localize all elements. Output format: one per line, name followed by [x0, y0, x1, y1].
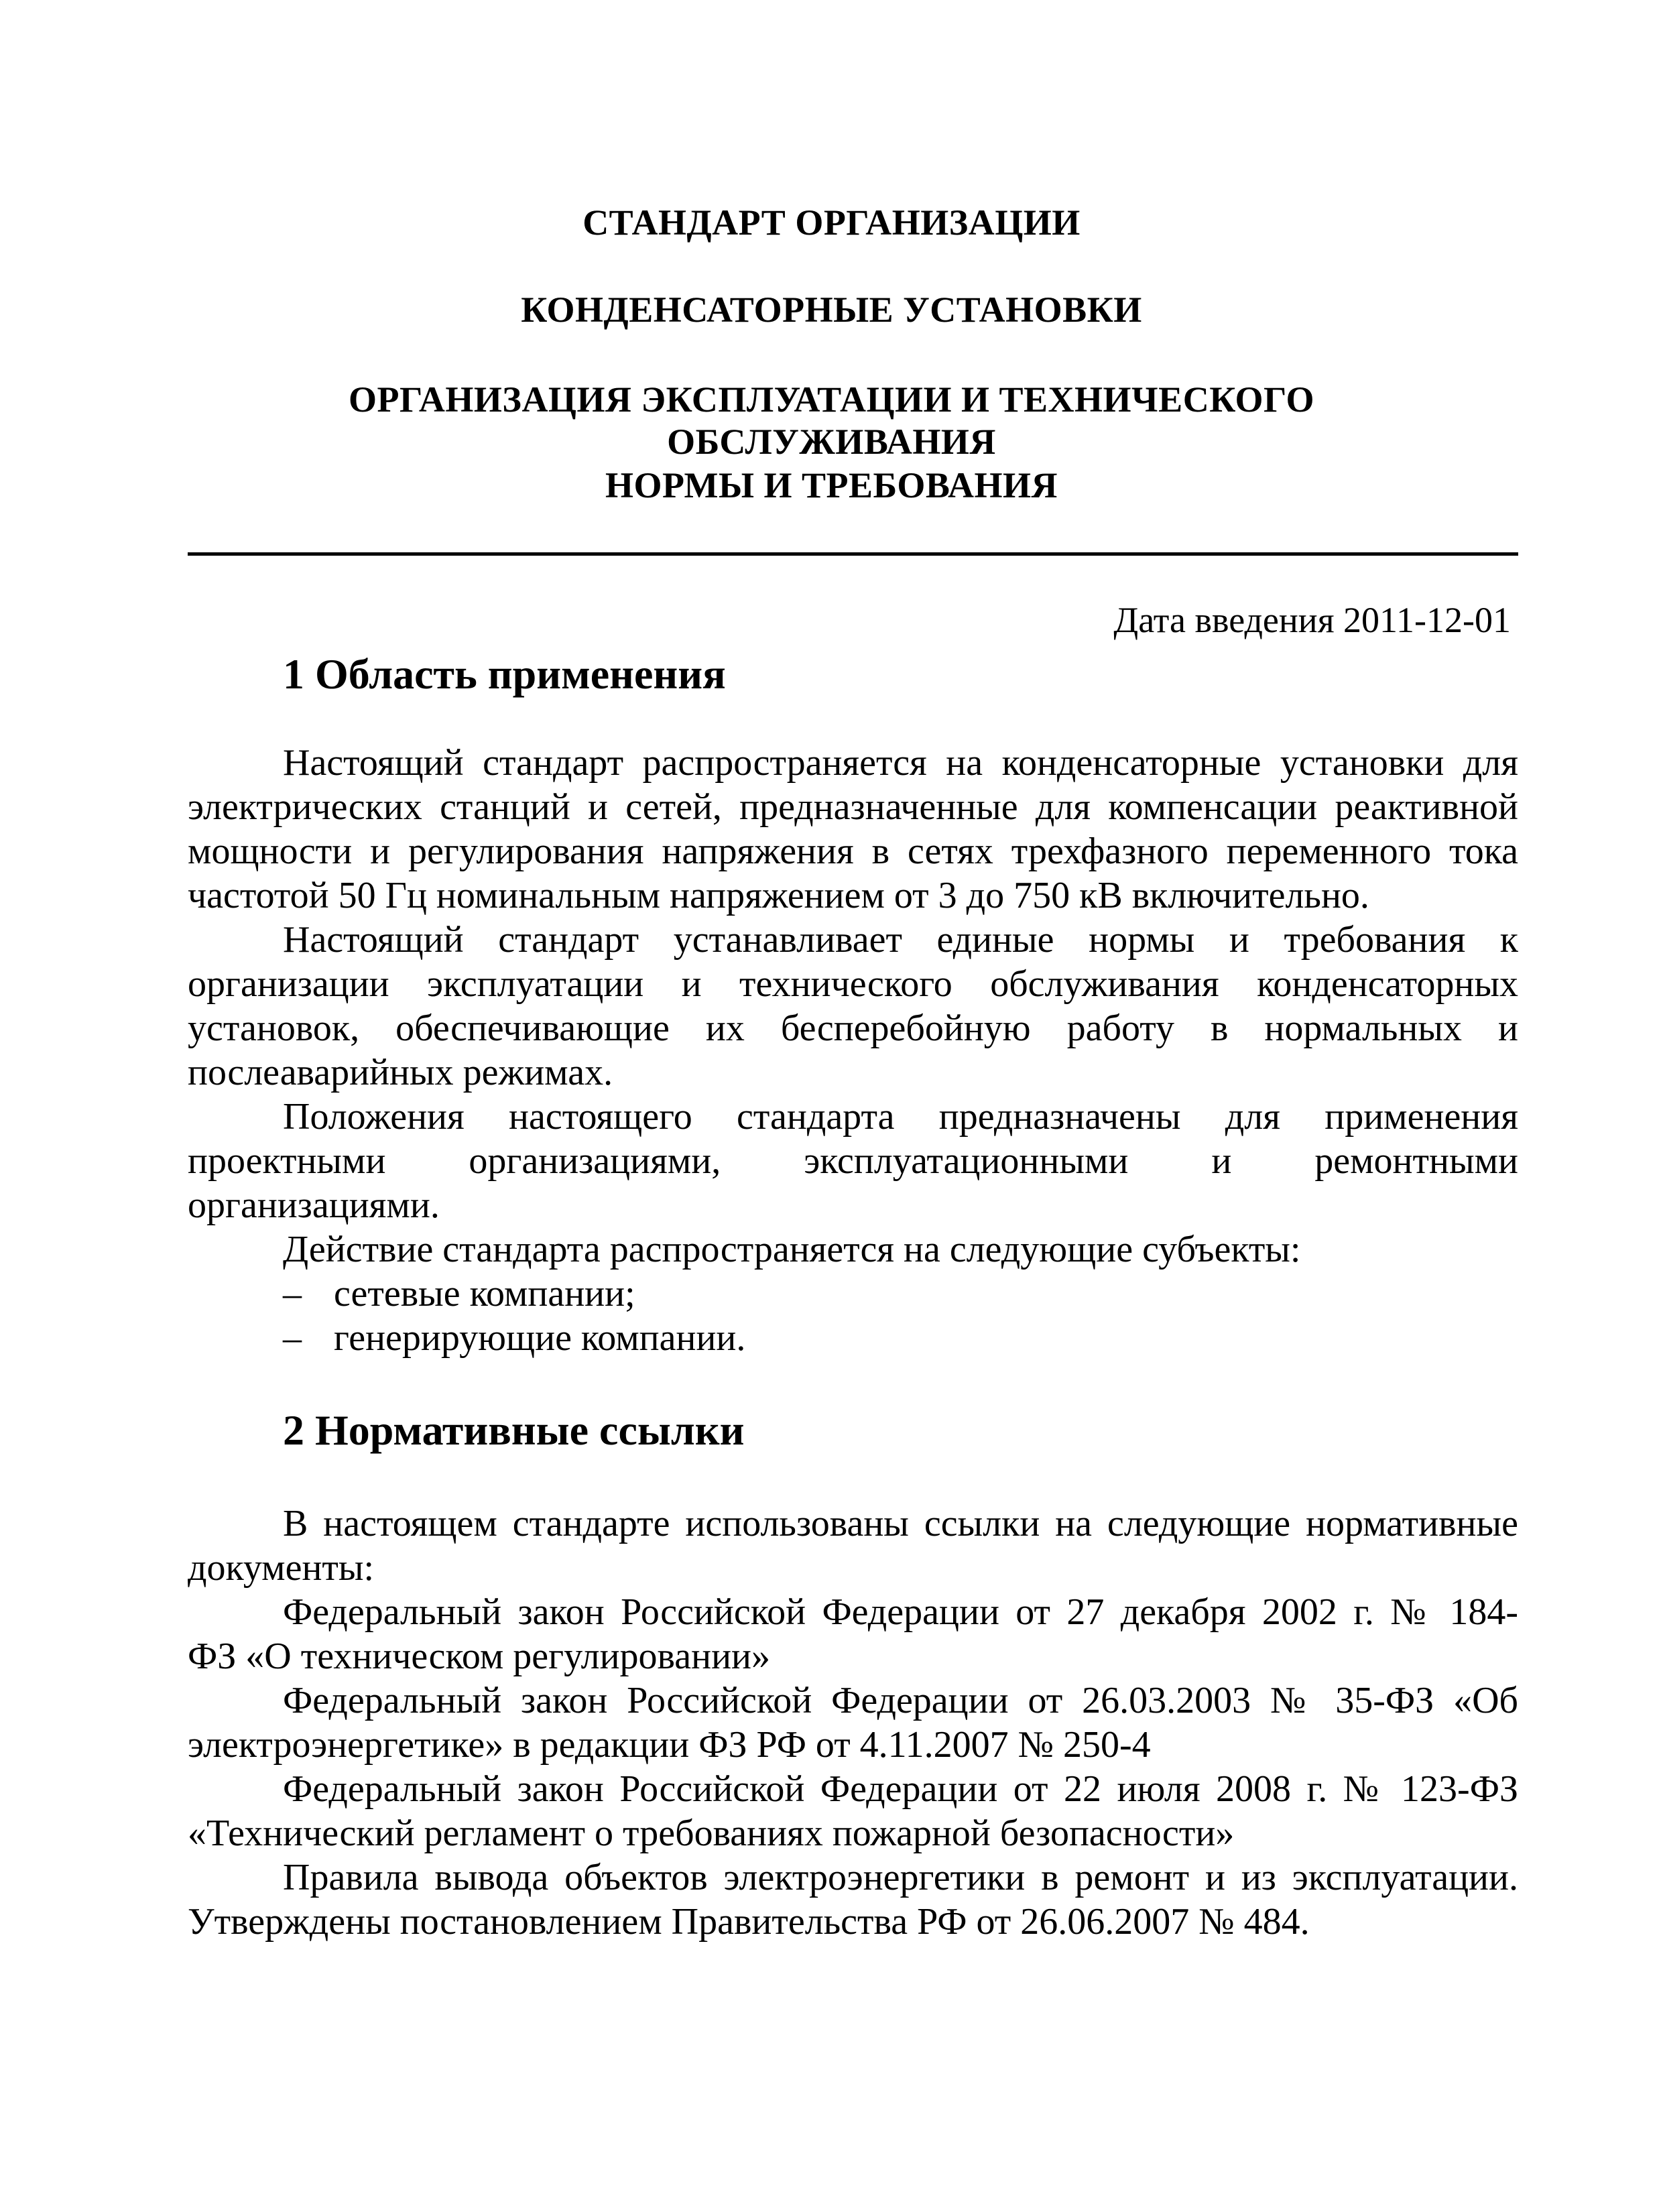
introduction-date: Дата введения 2011-12-01 — [1113, 600, 1511, 640]
s1-p3-line: проектными организациями, эксплуатационными и ремонтными — [188, 1140, 1518, 1182]
doc-title-line-1: ОРГАНИЗАЦИЯ ЭКСПЛУАТАЦИИ И ТЕХНИЧЕСКОГО — [348, 379, 1315, 420]
s1-p3-line: Положения настоящего стандарта предназначены для применения — [283, 1096, 1518, 1138]
s2-p2-line: Федеральный закон Российской Федерации от 27 декабря 2002 г. № 184- — [283, 1591, 1518, 1633]
bullet-dash: – — [283, 1273, 302, 1314]
s1-p2-line: установок, обеспечивающие их бесперебойную работу в нормальных и — [188, 1007, 1518, 1049]
s1-p1-line: Настоящий стандарт распространяется на конденсаторные установки для — [283, 742, 1518, 784]
title-divider — [188, 552, 1518, 556]
bullet-item: сетевые компании; — [334, 1273, 635, 1314]
bullet-item: генерирующие компании. — [334, 1317, 746, 1359]
s2-p1-line: документы: — [188, 1547, 375, 1589]
s2-p4-line: Федеральный закон Российской Федерации от 22 июля 2008 г. № 123-ФЗ — [283, 1768, 1518, 1810]
s1-p2-line: Настоящий стандарт устанавливает единые нормы и требования к — [283, 919, 1518, 961]
doc-title-subject: КОНДЕНСАТОРНЫЕ УСТАНОВКИ — [521, 290, 1142, 330]
bullet-dash: – — [283, 1317, 302, 1359]
s2-p5-line: Утверждены постановлением Правительства РФ от 26.06.2007 № 484. — [188, 1901, 1310, 1943]
doc-title-line-3: НОРМЫ И ТРЕБОВАНИЯ — [605, 465, 1058, 505]
s1-p2-line: послеаварийных режимах. — [188, 1052, 613, 1093]
s1-p1-line: мощности и регулирования напряжения в сетях трехфазного переменного тока — [188, 831, 1518, 872]
s2-p1-line: В настоящем стандарте использованы ссылки на следующие нормативные — [283, 1503, 1518, 1544]
s2-p3-line: электроэнергетике» в редакции ФЗ РФ от 4.11.2007 № 250-4 — [188, 1724, 1151, 1766]
s1-p1-line: электрических станций и сетей, предназначенные для компенсации реактивной — [188, 786, 1518, 828]
s1-p1-line: частотой 50 Гц номинальным напряжением от 3 до 750 кВ включительно. — [188, 875, 1369, 916]
doc-title-line-2: ОБСЛУЖИВАНИЯ — [667, 422, 996, 462]
s1-p2-line: организации эксплуатации и технического обслуживания конденсаторных — [188, 963, 1518, 1005]
s2-p5-line: Правила вывода объектов электроэнергетики в ремонт и из эксплуатации. — [283, 1857, 1518, 1898]
s2-p4-line: «Технический регламент о требованиях пожарной безопасности» — [188, 1812, 1235, 1854]
s1-p3-line: организациями. — [188, 1184, 440, 1226]
section-1-heading: 1 Область применения — [283, 650, 726, 698]
s2-p2-line: ФЗ «О техническом регулировании» — [188, 1636, 771, 1677]
doc-title-standard: СТАНДАРТ ОРГАНИЗАЦИИ — [582, 202, 1081, 243]
s1-p4-line: Действие стандарта распространяется на следующие субъекты: — [283, 1229, 1301, 1270]
section-2-heading: 2 Нормативные ссылки — [283, 1406, 745, 1454]
s2-p3-line: Федеральный закон Российской Федерации от 26.03.2003 № 35-ФЗ «Об — [283, 1680, 1518, 1721]
